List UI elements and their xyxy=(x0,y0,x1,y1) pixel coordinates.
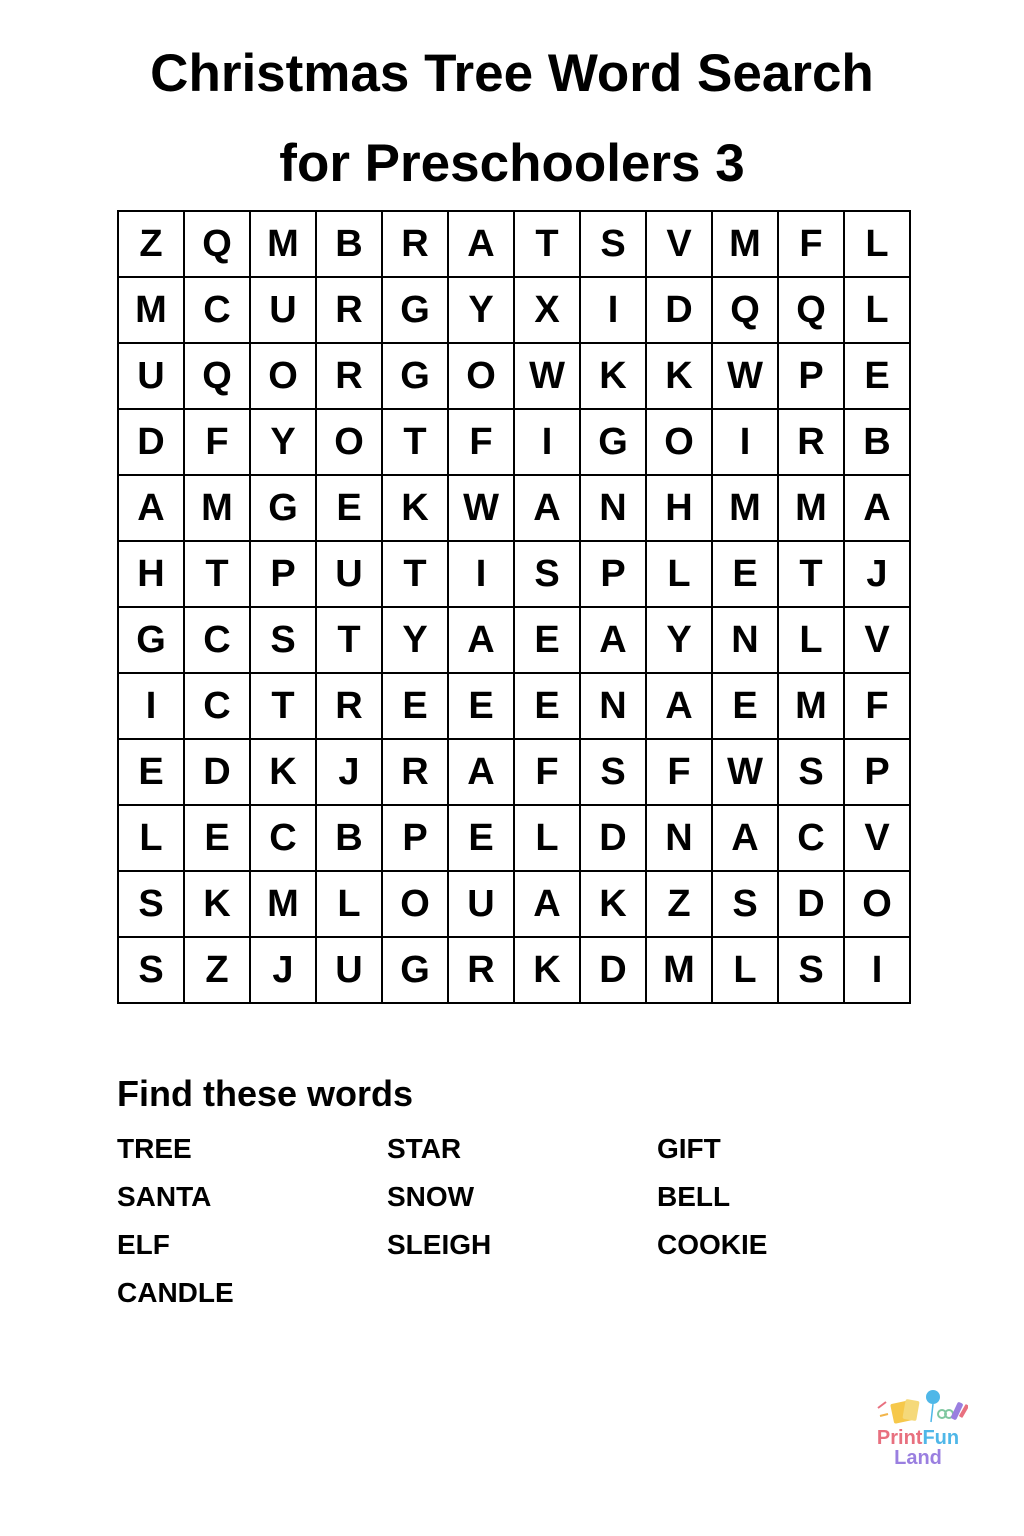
grid-cell: G xyxy=(383,344,449,410)
grid-cell: P xyxy=(779,344,845,410)
grid-cell: S xyxy=(119,938,185,1004)
grid-cell: R xyxy=(383,212,449,278)
grid-cell: X xyxy=(515,278,581,344)
grid-cell: M xyxy=(647,938,713,1004)
grid-cell: V xyxy=(845,608,911,674)
grid-cell: Y xyxy=(383,608,449,674)
grid-cell: L xyxy=(713,938,779,1004)
grid-cell: O xyxy=(383,872,449,938)
grid-cell: K xyxy=(647,344,713,410)
grid-cell: O xyxy=(845,872,911,938)
grid-cell: R xyxy=(317,278,383,344)
grid-cell: U xyxy=(251,278,317,344)
grid-cell: G xyxy=(383,938,449,1004)
grid-cell: L xyxy=(515,806,581,872)
grid-cell: S xyxy=(251,608,317,674)
grid-cell: G xyxy=(119,608,185,674)
grid-cell: N xyxy=(581,674,647,740)
word-list-item: SNOW xyxy=(387,1181,475,1212)
grid-cell: A xyxy=(119,476,185,542)
grid-cell: W xyxy=(449,476,515,542)
grid-cell: W xyxy=(515,344,581,410)
word-list-item: TREE xyxy=(117,1133,192,1164)
grid-cell: E xyxy=(845,344,911,410)
grid-cell: I xyxy=(515,410,581,476)
grid-cell: P xyxy=(845,740,911,806)
grid-cell: A xyxy=(449,212,515,278)
grid-cell: E xyxy=(119,740,185,806)
logo-wordmark xyxy=(868,1428,968,1468)
grid-cell: Z xyxy=(647,872,713,938)
grid-cell: L xyxy=(779,608,845,674)
grid-cell: K xyxy=(251,740,317,806)
grid-cell: R xyxy=(779,410,845,476)
page-subtitle: for Preschoolers 3 xyxy=(279,134,745,193)
grid-cell: S xyxy=(515,542,581,608)
grid-cell: E xyxy=(383,674,449,740)
grid-cell: I xyxy=(119,674,185,740)
grid-cell: U xyxy=(317,938,383,1004)
grid-cell: K xyxy=(581,872,647,938)
grid-cell: T xyxy=(515,212,581,278)
grid-cell: K xyxy=(581,344,647,410)
word-list-item: COOKIE xyxy=(657,1229,768,1260)
grid-cell: P xyxy=(383,806,449,872)
grid-cell: Z xyxy=(119,212,185,278)
grid-cell: C xyxy=(251,806,317,872)
grid-cell: R xyxy=(383,740,449,806)
grid-cell: K xyxy=(185,872,251,938)
grid-cell: U xyxy=(317,542,383,608)
grid-cell: S xyxy=(779,740,845,806)
logo-print-text: Print xyxy=(876,1427,923,1449)
grid-cell: I xyxy=(581,278,647,344)
grid-cell: L xyxy=(845,212,911,278)
grid-cell: F xyxy=(647,740,713,806)
grid-cell: O xyxy=(647,410,713,476)
grid-cell: K xyxy=(515,938,581,1004)
grid-cell: M xyxy=(185,476,251,542)
grid-cell: Y xyxy=(449,278,515,344)
grid-cell: C xyxy=(185,278,251,344)
logo-fun-text: Fun xyxy=(922,1427,960,1449)
grid-cell: O xyxy=(449,344,515,410)
grid-cell: L xyxy=(317,872,383,938)
word-list-item: BELL xyxy=(657,1181,731,1212)
grid-cell: S xyxy=(713,872,779,938)
grid-cell: M xyxy=(779,674,845,740)
grid-cell: S xyxy=(119,872,185,938)
grid-cell: V xyxy=(845,806,911,872)
grid-cell: W xyxy=(713,344,779,410)
grid-cell: E xyxy=(515,674,581,740)
word-list xyxy=(117,1130,937,1322)
grid-cell: D xyxy=(581,938,647,1004)
grid-cell: J xyxy=(845,542,911,608)
grid-cell: A xyxy=(515,476,581,542)
grid-cell: F xyxy=(515,740,581,806)
word-list-item: STAR xyxy=(387,1133,462,1164)
grid-cell: C xyxy=(185,674,251,740)
grid-cell: T xyxy=(317,608,383,674)
page-title: Christmas Tree Word Search xyxy=(150,44,874,103)
grid-cell: H xyxy=(647,476,713,542)
grid-cell: P xyxy=(581,542,647,608)
grid-cell: O xyxy=(317,410,383,476)
grid-cell: T xyxy=(185,542,251,608)
grid-cell: N xyxy=(647,806,713,872)
grid-cell: T xyxy=(779,542,845,608)
grid-cell: F xyxy=(779,212,845,278)
grid-cell: L xyxy=(845,278,911,344)
grid-cell: M xyxy=(251,872,317,938)
grid-cell: T xyxy=(383,542,449,608)
grid-cell: V xyxy=(647,212,713,278)
grid-cell: J xyxy=(317,740,383,806)
word-list-item: SANTA xyxy=(117,1181,212,1212)
word-list-heading: Find these words xyxy=(117,1073,414,1114)
grid-cell: U xyxy=(119,344,185,410)
grid-cell: G xyxy=(581,410,647,476)
grid-cell: B xyxy=(317,212,383,278)
grid-cell: A xyxy=(449,608,515,674)
grid-cell: K xyxy=(383,476,449,542)
grid-cell: T xyxy=(383,410,449,476)
grid-cell: M xyxy=(713,476,779,542)
grid-cell: J xyxy=(251,938,317,1004)
grid-cell: R xyxy=(317,344,383,410)
grid-cell: A xyxy=(845,476,911,542)
grid-cell: G xyxy=(383,278,449,344)
grid-cell: I xyxy=(449,542,515,608)
grid-cell: M xyxy=(119,278,185,344)
grid-cell: M xyxy=(779,476,845,542)
grid-cell: Y xyxy=(647,608,713,674)
grid-cell: C xyxy=(185,608,251,674)
grid-cell: T xyxy=(251,674,317,740)
word-search-grid xyxy=(117,210,911,1004)
grid-cell: E xyxy=(449,806,515,872)
grid-cell: Y xyxy=(251,410,317,476)
grid-cell: B xyxy=(845,410,911,476)
grid-cell: P xyxy=(251,542,317,608)
grid-cell: E xyxy=(185,806,251,872)
grid-cell: A xyxy=(581,608,647,674)
grid-cell: R xyxy=(449,938,515,1004)
grid-cell: L xyxy=(119,806,185,872)
grid-cell: D xyxy=(185,740,251,806)
grid-cell: D xyxy=(581,806,647,872)
grid-cell: Z xyxy=(185,938,251,1004)
grid-cell: I xyxy=(713,410,779,476)
grid-cell: Q xyxy=(779,278,845,344)
grid-cell: Q xyxy=(185,344,251,410)
grid-cell: D xyxy=(647,278,713,344)
grid-cell: F xyxy=(845,674,911,740)
grid-cell: S xyxy=(581,740,647,806)
grid-cell: W xyxy=(713,740,779,806)
grid-cell: E xyxy=(713,542,779,608)
word-list-item: CANDLE xyxy=(117,1277,234,1308)
grid-cell: C xyxy=(779,806,845,872)
grid-cell: B xyxy=(317,806,383,872)
word-list-item: ELF xyxy=(117,1229,170,1260)
word-list-item: GIFT xyxy=(657,1133,721,1164)
grid-cell: E xyxy=(515,608,581,674)
grid-cell: D xyxy=(119,410,185,476)
grid-cell: I xyxy=(845,938,911,1004)
grid-cell: Q xyxy=(185,212,251,278)
printfunland-logo xyxy=(868,1388,978,1472)
grid-cell: R xyxy=(317,674,383,740)
grid-cell: A xyxy=(713,806,779,872)
grid-cell: L xyxy=(647,542,713,608)
grid-cell: S xyxy=(581,212,647,278)
grid-cell: N xyxy=(713,608,779,674)
grid-cell: Q xyxy=(713,278,779,344)
grid-cell: M xyxy=(251,212,317,278)
grid-cell: D xyxy=(779,872,845,938)
grid-cell: A xyxy=(647,674,713,740)
grid-cell: N xyxy=(581,476,647,542)
word-list-item: SLEIGH xyxy=(387,1229,492,1260)
grid-cell: G xyxy=(251,476,317,542)
grid-cell: A xyxy=(449,740,515,806)
grid-cell: S xyxy=(779,938,845,1004)
grid-cell: H xyxy=(119,542,185,608)
grid-cell: A xyxy=(515,872,581,938)
grid-cell: E xyxy=(317,476,383,542)
logo-land-text: Land xyxy=(894,1447,942,1469)
grid-cell: O xyxy=(251,344,317,410)
grid-cell: F xyxy=(449,410,515,476)
party-supplies-icon xyxy=(876,1388,968,1428)
grid-cell: E xyxy=(713,674,779,740)
grid-cell: E xyxy=(449,674,515,740)
grid-cell: F xyxy=(185,410,251,476)
grid-cell: M xyxy=(713,212,779,278)
grid-cell: U xyxy=(449,872,515,938)
